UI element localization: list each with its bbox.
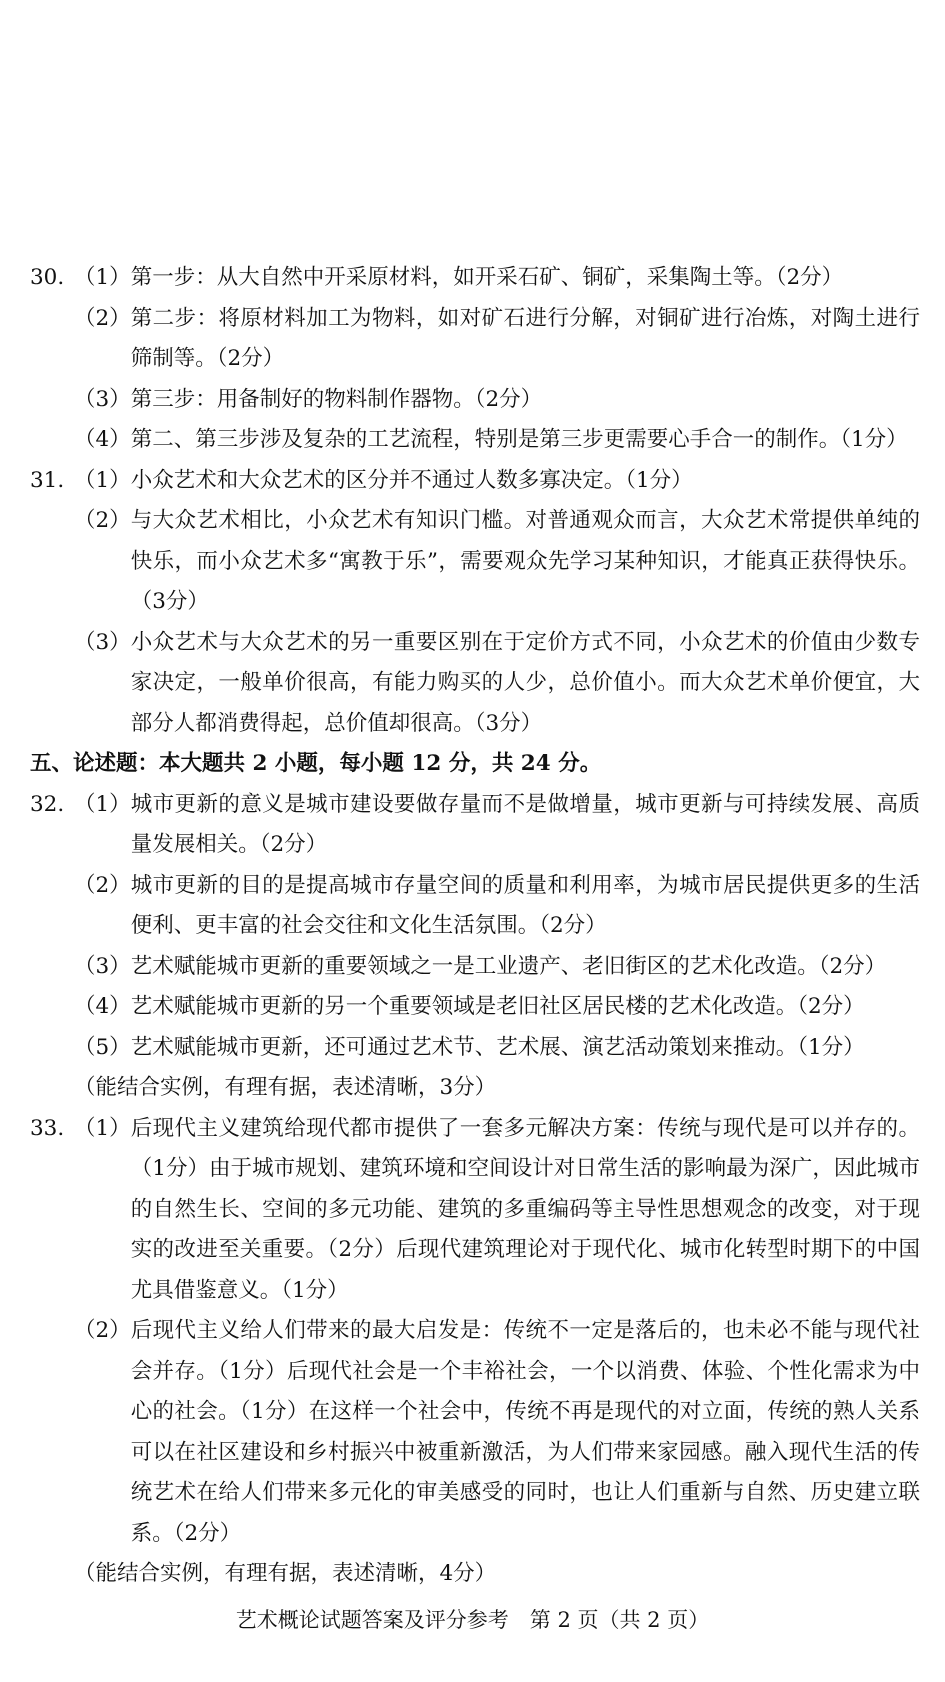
item-text: 第二步：将原材料加工为物料，如对矿石进行分解，对铜矿进行冶炼，对陶土进行筛制等。（2分） [130, 305, 920, 371]
item-label: （2） [74, 872, 131, 898]
item-text: 第二、第三步涉及复杂的工艺流程，特别是第三步更需要心手合一的制作。（1分） [130, 427, 908, 452]
item-text: 艺术赋能城市更新，还可通过艺术节、艺术展、演艺活动策划来推动。（1分） [130, 1034, 865, 1060]
answer-item [74, 380, 920, 421]
answer-item [74, 461, 920, 502]
answer-item [74, 866, 920, 947]
answer-item [74, 987, 920, 1028]
question-body [74, 785, 920, 866]
answer-item [74, 1028, 920, 1069]
item-label: （5） [74, 1034, 131, 1060]
item-text: 艺术赋能城市更新的重要领域之一是工业遗产、老旧街区的艺术化改造。（2分） [130, 953, 887, 979]
question-body [74, 1109, 920, 1312]
question-30 [30, 258, 920, 299]
answer-content [30, 258, 920, 1595]
question-31 [30, 461, 920, 502]
question-number: 33. [30, 1115, 65, 1141]
item-text: 小众艺术与大众艺术的另一重要区别在于定价方式不同，小众艺术的价值由少数专家决定，一般单价很高，有能力购买的人少，总价值小。而大众艺术单价便宜，大部分人都消费得起，总价值却很高。（3分） [130, 629, 920, 736]
answer-item [74, 947, 920, 988]
item-label: （1） [74, 1115, 131, 1141]
item-label: （3） [74, 953, 131, 979]
answer-item [74, 299, 920, 380]
item-label: （2） [74, 1318, 131, 1343]
item-label: （3） [74, 386, 131, 412]
question-number: 31. [30, 467, 65, 493]
item-text: 后现代主义给人们带来的最大启发是：传统不一定是落后的，也未必不能与现代社会并存。（1分）后现代社会是一个丰裕社会，一个以消费、体验、个性化需求为中心的社会。（1分）在这样一个社会中，传统不再是现代的对立面，传统的熟人关系可以在社区建设和乡村振兴中被重新激活，为人们带来家园感。融入现代生活的传统艺术在给人们带来多元化的审美感受的同时，也让人们重新与自然、历史建立联系。（2分） [130, 1318, 920, 1546]
question-33 [30, 1109, 920, 1312]
item-text: 后现代主义建筑给现代都市提供了一套多元解决方案：传统与现代是可以并存的。（1分）由于城市规划、建筑环境和空间设计对日常生活的影响最为深广，因此城市的自然生长、空间的多元功能、建筑的多重编码等主导性思想观念的改变，对于现实的改进至关重要。（2分）后现代建筑理论对于现代化、城市化转型时期下的中国尤具借鉴意义。（1分） [130, 1115, 920, 1303]
item-text: 第一步：从大自然中开采原材料，如开采石矿、铜矿，采集陶土等。（2分） [130, 265, 844, 290]
item-text: 城市更新的意义是城市建设要做存量而不是做增量，城市更新与可持续发展、高质量发展相关。（2分） [130, 791, 920, 857]
answer-item [74, 785, 920, 866]
question-number: 30. [30, 265, 65, 290]
question-33-continued [30, 1311, 920, 1554]
section-heading: 五、论述题：本大题共 2 小题，每小题 12 分，共 24 分。 [30, 751, 602, 776]
answer-item [74, 258, 920, 299]
item-label: （1） [74, 467, 131, 493]
scoring-note: （能结合实例，有理有据，表述清晰，3分） [74, 1075, 497, 1100]
question-31-continued [30, 501, 920, 744]
answer-item [74, 623, 920, 745]
question-body [74, 461, 920, 502]
scoring-note: （能结合实例，有理有据，表述清晰，4分） [74, 1561, 497, 1586]
item-label: （4） [74, 427, 131, 452]
question-32 [30, 785, 920, 866]
answer-item [74, 420, 920, 461]
item-label: （2） [74, 508, 131, 533]
item-text: 小众艺术和大众艺术的区分并不通过人数多寡决定。（1分） [130, 467, 693, 493]
question-number: 32. [30, 791, 65, 817]
item-label: （3） [74, 629, 131, 655]
item-text: 第三步：用备制好的物料制作器物。（2分） [130, 386, 543, 412]
question-32-continued [30, 866, 920, 1069]
item-text: 与大众艺术相比，小众艺术有知识门槛。对普通观众而言，大众艺术常提供单纯的快乐，而小众艺术多“寓教于乐”，需要观众先学习某种知识，才能真正获得快乐。（3分） [130, 508, 920, 614]
answer-item [74, 501, 920, 623]
item-label: （1） [74, 791, 131, 817]
item-label: （2） [74, 305, 131, 331]
item-label: （4） [74, 994, 131, 1019]
answer-item [74, 1311, 920, 1554]
item-label: （1） [74, 265, 131, 290]
item-text: 城市更新的目的是提高城市存量空间的质量和利用率，为城市居民提供更多的生活便利、更丰富的社会交往和文化生活氛围。（2分） [130, 872, 920, 938]
answer-item [74, 1109, 920, 1312]
item-text: 艺术赋能城市更新的另一个重要领域是老旧社区居民楼的艺术化改造。（2分） [130, 994, 865, 1019]
question-body [74, 258, 920, 299]
question-30-continued [30, 299, 920, 461]
page-footer: 艺术概论试题答案及评分参考 第 2 页（共 2 页） [235, 1608, 710, 1632]
